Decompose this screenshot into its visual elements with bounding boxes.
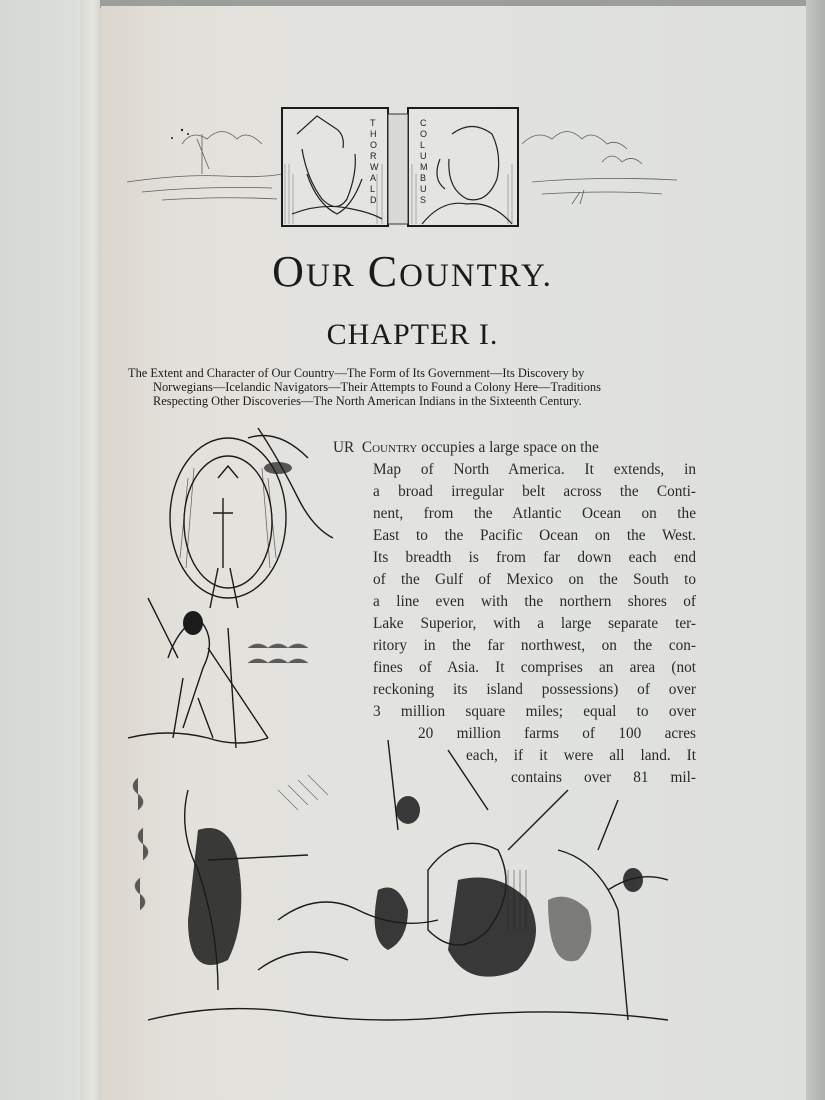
book-title — [0, 246, 825, 297]
body-line: of the Gulf of Mexico on the South to — [373, 571, 696, 588]
title-word-2: OUNTRY. — [399, 258, 553, 294]
book-gutter — [80, 0, 102, 1100]
body-line: 20 million farms of 100 acres — [418, 725, 696, 742]
battle-scene-illustration — [128, 730, 698, 1050]
body-line: contains over 81 mil- — [511, 769, 696, 786]
body-line: each, if it were all land. It — [466, 747, 696, 764]
chapter-heading: CHAPTER I. — [326, 318, 499, 351]
synopsis-line: Respecting Other Discoveries—The North American Indians in the Sixteenth Century. — [153, 394, 582, 408]
right-page-edge — [806, 0, 825, 1100]
portrait-label-columbus: C O L U M B U S — [420, 118, 428, 205]
header-illustration — [122, 104, 682, 234]
chapter-synopsis — [128, 366, 698, 408]
body-line: a line even with the northern shores of — [373, 593, 696, 610]
title-word-1: UR — [305, 258, 356, 294]
body-line: Its breadth is from far down each end — [373, 549, 696, 566]
body-line: 3 million square miles; equal to over — [373, 703, 696, 720]
body-line: occupies a large space on the — [421, 439, 599, 456]
title-initial-2: C — [367, 247, 400, 296]
synopsis-line: The Extent and Character of Our Country—The Form of Its Government—Its Discovery by — [128, 366, 585, 380]
body-line: fines of Asia. It comprises an area (not — [373, 659, 696, 676]
body-line: nent, from the Atlantic Ocean on the — [373, 505, 696, 522]
drop-cap-continuation: UR — [333, 439, 355, 456]
body-line: Map of North America. It extends, in — [373, 461, 696, 478]
title-initial-1: O — [272, 247, 306, 296]
body-line: a broad irregular belt across the Conti- — [373, 483, 696, 500]
drop-cap-illustration — [128, 418, 348, 758]
synopsis-line: Norwegians—Icelandic Navigators—Their Attempts to Found a Colony Here—Traditions — [153, 380, 601, 394]
body-line-first — [333, 437, 696, 459]
lead-small-caps: Country — [361, 439, 418, 456]
body-line: Lake Superior, with a large separate ter- — [373, 615, 696, 632]
portrait-label-thorwald: T H O R W A L D — [370, 118, 379, 205]
body-line: ritory in the far northwest, on the con- — [373, 637, 696, 654]
body-line: East to the Pacific Ocean on the West. — [373, 527, 696, 544]
body-line: reckoning its island possessions) of over — [373, 681, 696, 698]
